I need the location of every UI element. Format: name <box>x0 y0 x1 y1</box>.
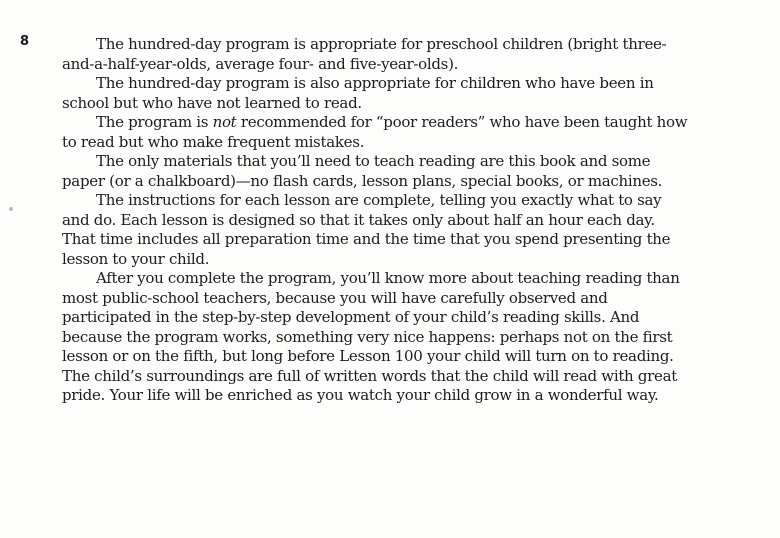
paragraph-line: most public-school teachers, because you will have carefully observed and <box>62 288 608 307</box>
paragraph-line: The child’s surroundings are full of written words that the child will read with great <box>62 366 678 385</box>
paragraph-line: lesson or on the fifth, but long before Lesson 100 your child will turn on to reading. <box>62 347 674 365</box>
paragraph-after-program <box>62 269 722 406</box>
scan-speck <box>9 207 13 211</box>
paragraph-line: to read but who make frequent mistakes. <box>62 132 365 151</box>
paragraph-instructions <box>62 191 722 269</box>
paragraph-line: After you complete the program, you’ll know more about teaching reading than <box>96 269 680 287</box>
paragraph-line: The only materials that you’ll need to teach reading are this book and some <box>96 152 651 170</box>
text-run: recommended for “poor readers” who have been taught how <box>236 113 688 131</box>
text-run: The program is <box>96 113 213 131</box>
paragraph-line: lesson to your child. <box>62 249 210 268</box>
paragraph-line: because the program works, something very nice happens: perhaps not on the first <box>62 327 673 346</box>
paragraph-line: and-a-half-year-olds, average four- and five-year-olds). <box>62 54 459 73</box>
paragraph-materials <box>62 152 722 191</box>
paragraph-preschool <box>62 35 722 74</box>
paragraph-line: The hundred-day program is also appropriate for children who have been in <box>96 74 654 92</box>
paragraph-line <box>62 113 722 133</box>
paragraph-line: pride. Your life will be enriched as you watch your child grow in a wonderful way. <box>62 386 659 404</box>
paragraph-line: participated in the step-by-step development of your child’s reading skills. And <box>62 308 640 326</box>
page-number: 8 <box>20 34 30 49</box>
paragraph-line: and do. Each lesson is designed so that it takes only about half an hour each day. <box>62 210 655 229</box>
paragraph-line: paper (or a chalkboard)—no flash cards, lesson plans, special books, or machines. <box>62 171 663 190</box>
paragraph-line: That time includes all preparation time and the time that you spend presenting the <box>62 230 671 248</box>
paragraph-poor-readers <box>62 113 722 152</box>
paragraph-line: The instructions for each lesson are complete, telling you exactly what to say <box>96 191 662 209</box>
paragraph-line: The hundred-day program is appropriate for preschool children (bright three- <box>96 35 667 53</box>
paragraph-line: school but who have not learned to read. <box>62 93 362 112</box>
emphasis-not: not <box>212 113 237 131</box>
paragraph-school-children <box>62 74 722 113</box>
body-text <box>62 35 722 406</box>
